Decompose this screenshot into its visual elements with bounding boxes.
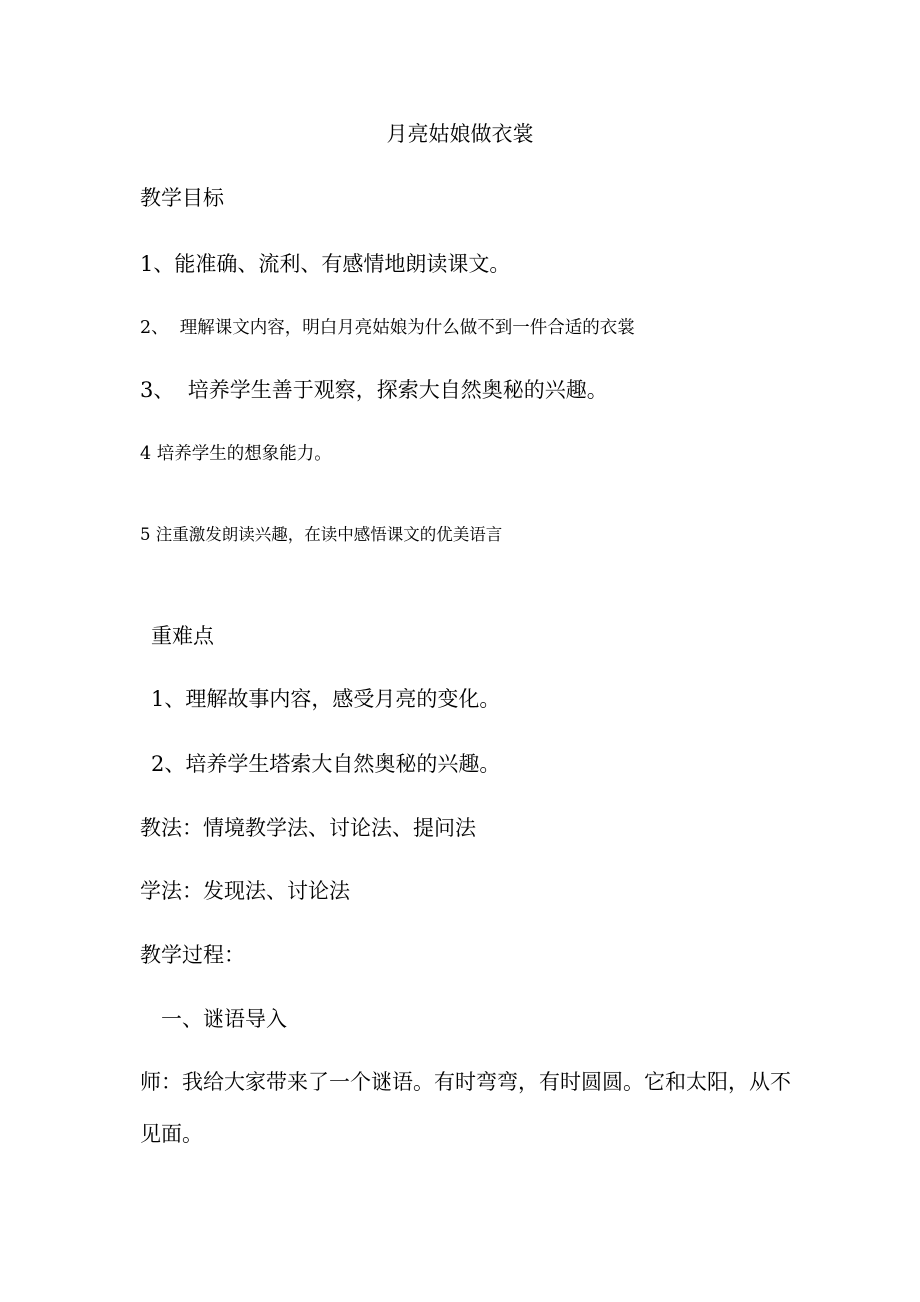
section-one-heading: 一、谜语导入 (161, 1007, 287, 1031)
key-point-item-2: 2、培养学生塔索大自然奥秘的兴趣。 (151, 752, 501, 776)
objective-item-2: 2、 理解课文内容，明白月亮姑娘为什么做不到一件合适的衣裳 (140, 318, 635, 338)
objectives-heading: 教学目标 (140, 186, 224, 210)
key-point-item-1: 1、理解故事内容，感受月亮的变化。 (151, 687, 501, 711)
objective-item-3: 3、 培养学生善于观察，探索大自然奥秘的兴趣。 (140, 378, 608, 402)
objective-item-4: 4 培养学生的想象能力。 (140, 444, 332, 464)
document-title: 月亮姑娘做衣裳 (386, 122, 534, 146)
teaching-methods: 教法：情境教学法、讨论法、提问法 (140, 816, 476, 840)
objective-item-5: 5 注重激发朗读兴趣，在读中感悟课文的优美语言 (140, 525, 503, 544)
process-heading: 教学过程： (140, 943, 245, 967)
teacher-riddle-paragraph: 师：我给大家带来了一个谜语。有时弯弯，有时圆圆。它和太阳，从不见面。 (140, 1070, 791, 1146)
key-points-heading: 重难点 (151, 624, 214, 648)
objective-item-1: 1、能准确、流利、有感情地朗读课文。 (140, 252, 511, 276)
learning-methods: 学法：发现法、讨论法 (140, 879, 350, 903)
